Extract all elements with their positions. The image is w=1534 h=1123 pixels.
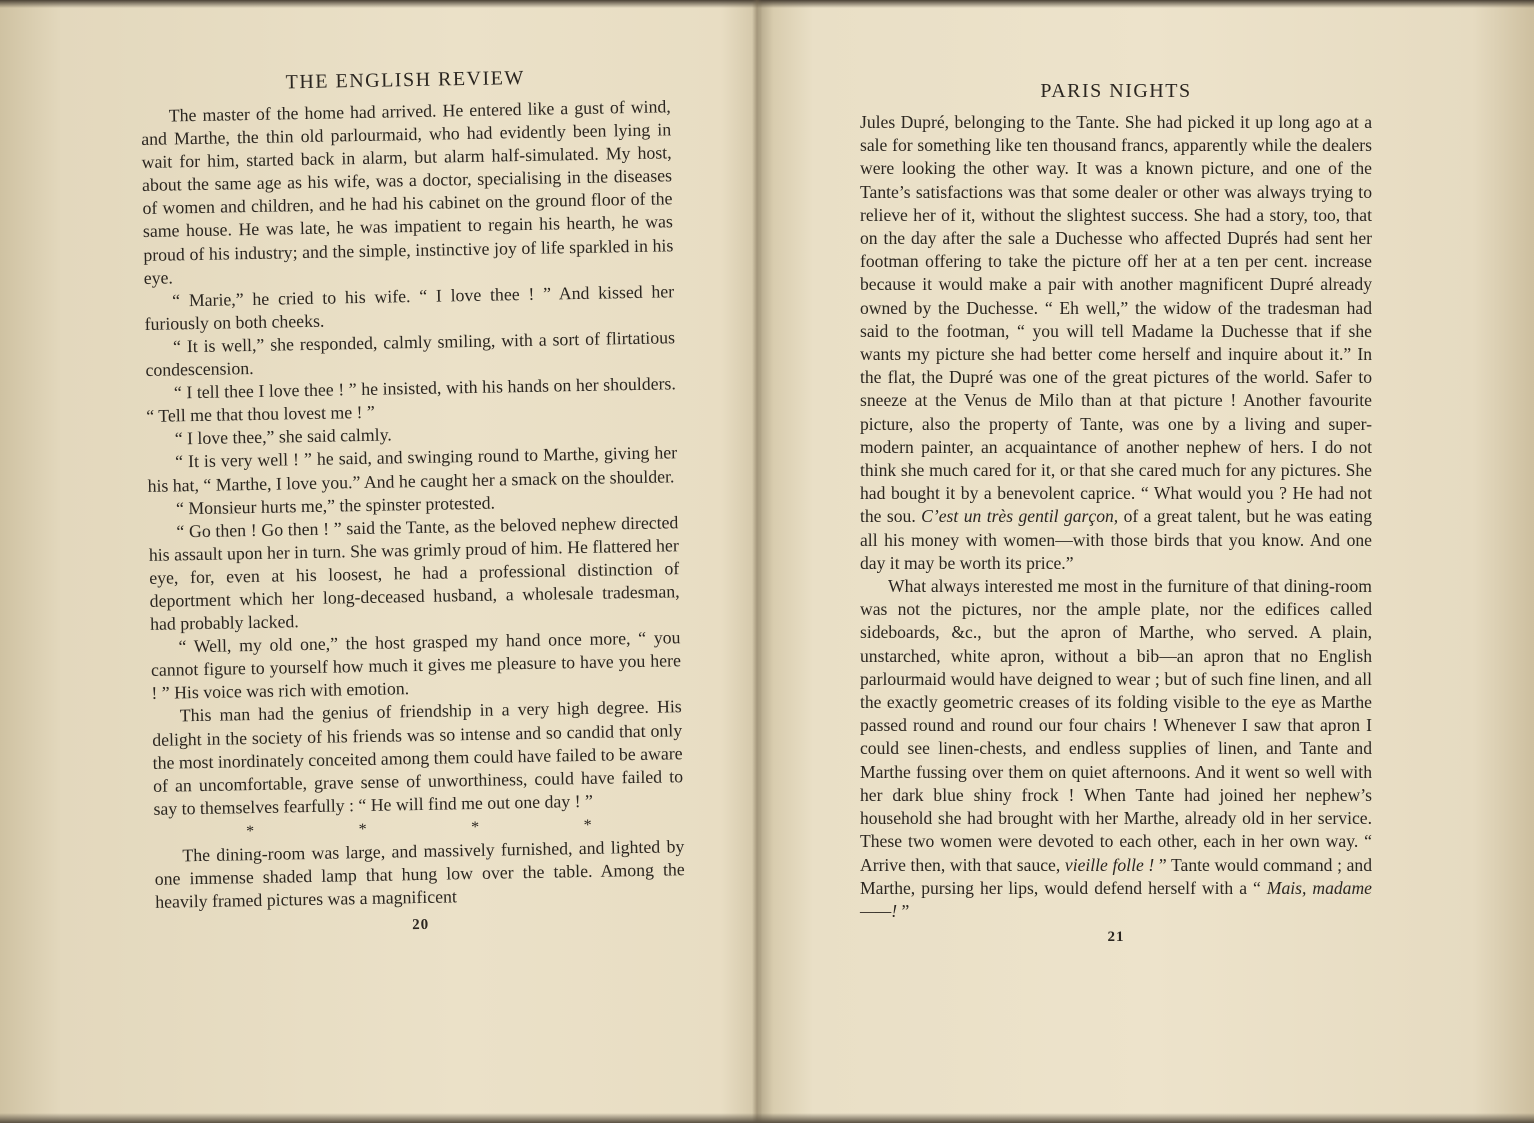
asterisk: * [583,816,592,834]
french-phrase: Mais, madame——! [860,877,1372,921]
paragraph [860,575,1372,923]
paragraph: The master of the home had arrived. He entered like a gust of wind, and Marthe, the thin old parlourmaid, who had evidently been lying in wait for him, started back in alarm, but alarm half-simulated. My host, about the same age as his wife, was a doctor, specialising in the diseases of women and children, and he had his cabinet on the ground floor of the same house. He was late, he was impatient to regain his hearth, he was proud of his industry; and the simple, instinctive joy of life sparkled in his eye. [141,96,674,288]
french-phrase: C’est un très gentil garçon, [921,506,1119,527]
right-page-text [860,111,1372,923]
paragraph: “ Monsieur hurts me,” the spinster protested. [175,492,496,519]
paragraph: “ I love thee,” she said calmly. [174,424,392,449]
paragraph: “ Well, my old one,” the host grasped my hand once more, “ you cannot figure to yourself how much it gives me pleasure to have you here ! ” His voice was rich with emotion. [150,627,682,704]
asterisk: * [470,818,480,836]
paragraph: “ Marie,” he cried to his wife. “ I love thee ! ” And kissed her furiously on both cheeks. [144,281,675,334]
left-page-text [141,95,686,914]
asterisk: * [358,820,367,839]
left-page [140,62,686,939]
running-head: PARIS NIGHTS [1040,80,1192,102]
page-number: 20 [412,917,430,934]
text-run: Jules Dupré, belonging to the Tante. She had picked it up long ago at a sale for something like ten thousand francs, apparently while the dealers were looking the other way. It was a known picture, and one of the Tante’s satisfactions was that some dealer or other was always trying to relieve her of it, without the slightest success. She had a story, too, that on the day after the sale a Duchesse who affected Duprés had sent her footman offering to take the picture off her at a ten per cent. increase because it would make a pair with another magnificent Dupré already owned by the Duchesse. “ Eh well,” the widow of the tradesman had said to the footman, “ you will tell Madame la Duchesse that if she wants my picture she had better come herself and inquire about it.” In the flat, the Dupré was one of the great pictures of the world. Safer to sneeze at the Venus de Milo than at that picture ! Another favourite picture, also the property of Tante, was one by a living and super-modern painter, an acquaintance of another nephew of hers. I do not think she much cared for it, or that she cared much for any pictures. She had bought it by a benevolent caprice. “ What would you ? He had not the sou. [860,112,1372,527]
paragraph: “ Go then ! Go then ! ” said the Tante, as the beloved nephew directed his assault upon her in turn. She was grimly proud of him. He flattered her eye, for, even at his loosest, he had a professional distinction of deportment which her long-deceased husband, a wholesale tradesman, had probably lacked. [148,511,680,634]
page-number: 21 [1107,929,1125,946]
paragraph [860,111,1372,575]
french-phrase: vieille folle ! [1064,854,1155,875]
paragraph: “ It is well,” she responded, calmly smiling, with a sort of flirtatious condescension. [145,327,676,380]
right-page [860,78,1372,946]
text-run: What always interested me most in the furniture of that dining-room was not the pictures, nor the ample plate, nor the edifices called sideboards, &c., but the apron of Marthe, who served. A plain, unstarched, white apron, without a bib—an apron that no English parlourmaid would have deigned to wear ; but of such fine linen, and all the exactly geometric creases of its folding visible to the eye as Marthe passed round and round our four chairs ! Whenever I saw that apron I could see linen-chests, and endless supplies of linen, and Tante and Marthe fussing over them on quiet afternoons. And it went so well with her dark blue shiny frock ! When Tante had joined her nephew’s household she had brought with her Marthe, already old in her service. These two women were devoted to each other, each in her own way. “ Arrive then, with that sauce, [860,576,1372,875]
asterisk: * [246,822,255,841]
text-run: ” Tante would command ; and Marthe, pursing her lips, would defend herself with a “ [860,854,1373,898]
paragraph: “ I tell thee I love thee ! ” he insisted, with his hands on her shoulders. “ Tell me that thou lovest me ! ” [146,373,676,427]
paragraph: “ It is very well ! ” he said, and swinging round to Marthe, giving her his hat, “ Marthe, I love you.” And he caught her a smack on the shoulder. [147,442,678,496]
paragraph: This man had the genius of friendship in a very high degree. His delight in the society of his friends was so intense and so candid that only the most inordinately conceited among them could have failed to be aware of an uncomfortable, grave sense of unworthiness, could have failed to say to themselves fearfully : “ He will find me out one day ! ” [152,696,684,819]
paragraph: The dining-room was large, and massively furnished, and lighted by one immense shaded lamp that hung low over the table. Among the heavily framed pictures was a magnificent [154,836,685,912]
book-gutter [752,0,762,1123]
text-run: ” [897,900,910,921]
running-head: THE ENGLISH REVIEW [285,66,525,94]
text-run: of a great talent, but he was eating all his money with women—with those birds that you know. And one day it may be worth its price.” [860,506,1373,573]
